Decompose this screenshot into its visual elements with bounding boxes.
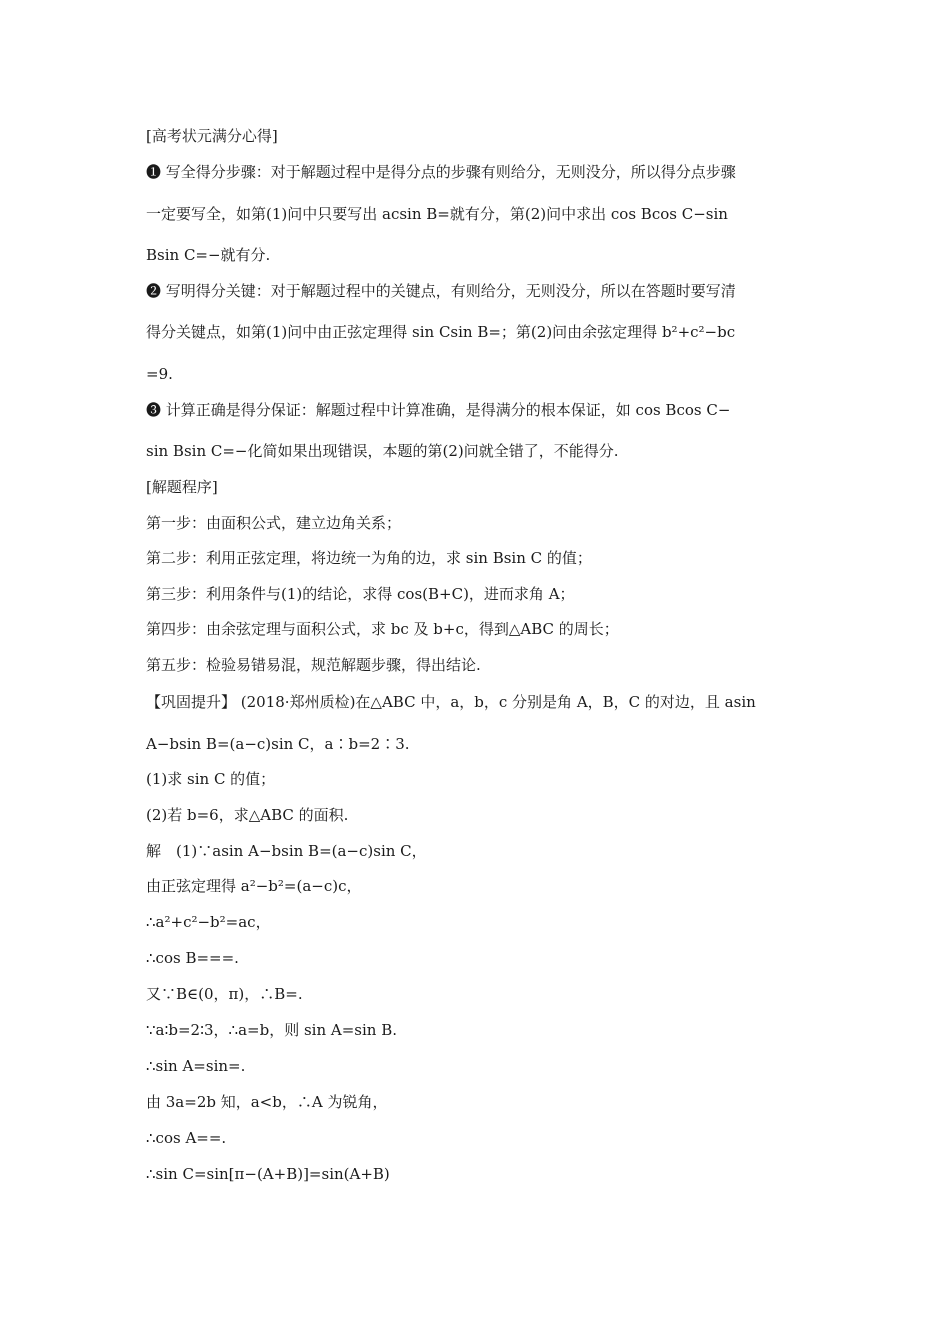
tip-1-line-1: ❶ 写全得分步骤：对于解题过程中是得分点的步骤有则给分，无则没分，所以得分点步骤	[146, 163, 736, 181]
heading-procedure: [解题程序]	[146, 478, 218, 496]
solution-line-9: ∴cos A==.	[146, 1129, 227, 1147]
solution-line-1: 解 (1)∵asin A−bsin B=(a−c)sin C，	[146, 842, 427, 860]
step-1: 第一步：由面积公式，建立边角关系；	[146, 514, 402, 532]
tip-1-line-3: Bsin C=−就有分.	[146, 246, 271, 264]
question-1: (1)求 sin C 的值；	[146, 770, 276, 788]
problem-line-2: A−bsin B=(a−c)sin C，a∶b=2∶3.	[146, 735, 410, 753]
tip-2-line-3: =9.	[146, 365, 173, 383]
step-2: 第二步：利用正弦定理，将边统一为角的边，求 sin Bsin C 的值；	[146, 549, 592, 567]
solution-line-10: ∴sin C=sin[π−(A+B)]=sin(A+B)	[146, 1165, 390, 1183]
solution-line-8: 由 3a=2b 知，a<b，∴A 为锐角，	[146, 1093, 388, 1111]
tip-2-line-2: 得分关键点，如第(1)问中由正弦定理得 sin Csin B=；第(2)问由余弦定理得 b²+c²−bc	[146, 323, 736, 341]
solution-line-2: 由正弦定理得 a²−b²=(a−c)c，	[146, 877, 362, 895]
solution-line-5: 又∵B∈(0，π)，∴B=.	[146, 985, 303, 1003]
solution-line-4: ∴cos B===.	[146, 949, 239, 967]
step-3: 第三步：利用条件与(1)的结论，求得 cos(B+C)，进而求角 A；	[146, 585, 575, 603]
solution-line-3: ∴a²+c²−b²=ac，	[146, 913, 271, 931]
tip-3-line-1: ❸ 计算正确是得分保证：解题过程中计算准确，是得满分的根本保证，如 cos Bcos C−	[146, 401, 731, 419]
tip-2-line-1: ❷ 写明得分关键：对于解题过程中的关键点，有则给分，无则没分，所以在答题时要写清	[146, 282, 736, 300]
step-5: 第五步：检验易错易混，规范解题步骤，得出结论.	[146, 656, 481, 674]
solution-line-7: ∴sin A=sin=.	[146, 1057, 246, 1075]
tip-3-line-2: sin Bsin C=−化简如果出现错误，本题的第(2)问就全错了，不能得分.	[146, 442, 619, 460]
question-2: (2)若 b=6，求△ABC 的面积.	[146, 806, 349, 824]
step-4: 第四步：由余弦定理与面积公式，求 bc 及 b+c，得到△ABC 的周长；	[146, 620, 619, 638]
tip-1-line-2: 一定要写全，如第(1)问中只要写出 acsin B=就有分，第(2)问中求出 cos Bcos C−sin	[146, 205, 728, 223]
heading-tips: [高考状元满分心得]	[146, 127, 278, 145]
solution-line-6: ∵a∶b=2∶3，∴a=b，则 sin A=sin B.	[146, 1021, 398, 1039]
problem-line-1: 【巩固提升】 (2018·郑州质检)在△ABC 中，a，b，c 分别是角 A，B，C 的对边，且 asin	[146, 693, 756, 711]
